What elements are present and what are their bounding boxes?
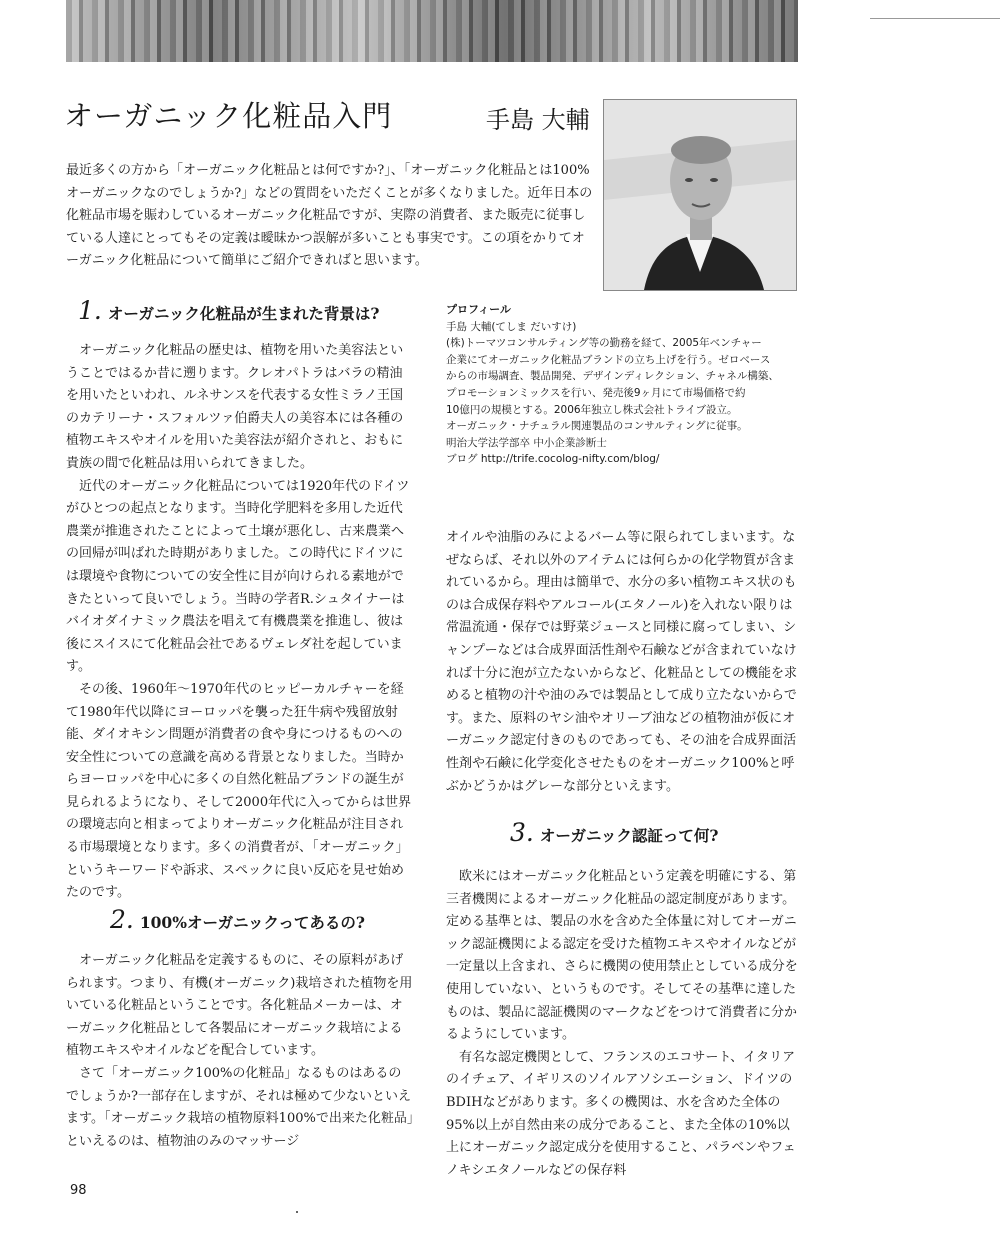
print-speck — [296, 1211, 298, 1213]
section-1-paragraph: オーガニック化粧品の歴史は、植物を用いた美容法ということではるか昔に遡ります。クレオパトラはバラの精油を用いたといわれ、ルネサンスを代表する女性ミラノ王国のカテリーナ・スフォルツァ伯爵夫人の美容本には各種の植物エキスやオイルを用いた美容法が紹介されと、おもに貴族の間で化粧品は用いられてきました。 — [66, 343, 404, 471]
section-3-paragraph: 有名な認定機関として、フランスのエコサート、イタリアのイチェア、イギリスのソイルアソシエーション、ドイツのBDIHなどがあります。多くの機関は、水を含めた全体の95%以上が自然由来の成分であること、また全体の10%以上にオーガニック認定成分を使用すること、パラベンやフェノキシエタノールなどの保存料 — [446, 1049, 796, 1178]
profile-line: (株)トーマツコンサルティング等の勤務を経て、2005年ベンチャー — [446, 337, 762, 350]
section-1-title: オーガニック化粧品が生まれた背景は? — [107, 304, 380, 323]
section-3-title: オーガニック認証って何? — [539, 826, 719, 845]
portrait-illustration — [604, 100, 796, 290]
section-1-paragraph: その後、1960年〜1970年代のヒッピーカルチャーを経て1980年代以降にヨーロッパを襲った狂牛病や残留放射能、ダイオキシン問題が消費者の食や身につけるものへの安全性についての意識を高める背景となりました。当時からヨーロッパを中心に多くの自然化粧品ブランドの誕生が見られるようになり、そして2000年代に入ってからは世界の環境志向と相まってよりオーガニック化粧品が注目される市場環境となります。多くの消費者が、「オーガニック」というキーワードや訴求、スペックに良い反応を見せ始めたのです。 — [66, 681, 412, 901]
section-2-number: 2. — [110, 905, 134, 934]
profile-line: 10億円の規模とする。2006年独立し株式会社トライブ設立。 — [446, 403, 738, 416]
section-3-paragraph: 欧米にはオーガニック化粧品という定義を明確にする、第三者機関によるオーガニック化粧品の認定制度があります。定める基準とは、製品の水を含めた全体量に対してオーガニック認証機関による認定を受けた植物エキスやオイルなどが一定量以上含まれ、さらに機関の使用禁止としている成分を使用していない、というものです。そしてその基準に達したものは、製品に認証機関のマークなどをつけて消費者に分かるようにしています。 — [446, 869, 798, 1043]
section-2-continuation — [446, 527, 798, 798]
section-3-heading — [510, 818, 719, 847]
section-2-title: 100%オーガニックってあるの? — [139, 913, 365, 932]
author-name: 手島 大輔 — [486, 106, 590, 134]
section-1-number: 1. — [78, 296, 102, 325]
profile-line: 明治大学法学部卒 中小企業診断士 — [446, 436, 607, 449]
section-1-heading — [78, 296, 380, 325]
article-title: オーガニック化粧品入門 — [64, 99, 393, 133]
profile-line: 企業にてオーガニック化粧品ブランドの立ち上げを行う。ゼロベース — [446, 353, 771, 366]
intro-paragraph: 最近多くの方から「オーガニック化粧品とは何ですか?」、「オーガニック化粧品とは100%オーガニックなのでしょうか?」などの質問をいただくことが多くなりました。近年日本の化粧品市場を賑わしているオーガニック化粧品ですが、実際の消費者、また販売に従事している人達にとってもその定義は曖昧かつ誤解が多いことも事実です。この項をかりてオーガニック化粧品について簡単にご紹介できればと思います。 — [66, 163, 593, 269]
profile-heading: プロフィール — [446, 303, 511, 316]
profile-box — [446, 302, 806, 468]
section-2-body — [66, 950, 414, 1153]
section-2-paragraph: オーガニック化粧品を定義するものに、その原料があげられます。つまり、有機(オーガニック)栽培された植物を用いている化粧品ということです。各化粧品メーカーは、オーガニック化粧品として各製品にオーガニック栽培による植物エキスやオイルなどを配合しています。 — [66, 953, 413, 1059]
section-1-paragraph: 近代のオーガニック化粧品については1920年代のドイツがひとつの起点となります。当時化学肥料を多用した近代農業が推進されたことによって土壌が悪化し、古来農業への回帰が叫ばれた時期がありました。この時代にドイツには環境や食物についての安全性に目が向けられる素地ができたといって良いでしょう。当時の学者R.シュタイナーはバイオダイナミック農法を唱えて有機農業を推進し、彼は後にスイスにて化粧品会社であるヴェレダ社を起しています。 — [66, 478, 410, 675]
header-photo-strip — [66, 0, 798, 62]
profile-line: プロモーションミックスを行い、発売後9ヶ月にて市場価格で約 — [446, 386, 746, 399]
profile-line: オーガニック・ナチュラル関連製品のコンサルティングに従事。 — [446, 420, 748, 433]
profile-line: からの市場調査、製品開発、デザインディレクション、チャネル構築、 — [446, 370, 779, 383]
profile-line: ブログ http://trife.cocolog-nifty.com/blog/ — [446, 453, 660, 466]
section-2-continuation-paragraph: オイルや油脂のみによるバーム等に限られてしまいます。なぜならば、それ以外のアイテムには何らかの化学物質が含まれているから。理由は簡単で、水分の多い植物エキス状のものは合成保存料やアルコール(エタノール)を入れない限りは常温流通・保存では野菜ジュースと同様に腐ってしまい、シャンプーなどは合成界面活性剤や石鹸などが含まれていなければ十分に泡が立たないからなど、化粧品としての機能を求めると植物の汁や油のみでは製品として成り立たないからです。また、原料のヤシ油やオリーブ油などの植物油が仮にオーガニック認定付きのものであっても、その油を合成界面活性剤や石鹸に化学変化させたものをオーガニック100%と呼ぶかどうかはグレーな部分といえます。 — [446, 530, 798, 794]
right-margin-rule — [870, 18, 1000, 19]
section-3-body — [446, 866, 798, 1182]
author-portrait — [603, 99, 797, 291]
section-2-heading — [110, 905, 365, 934]
profile-line: 手島 大輔(てしま だいすけ) — [446, 320, 577, 333]
page-number: 98 — [70, 1183, 87, 1198]
section-1-body — [66, 340, 414, 905]
section-2-paragraph: さて「オーガニック100%の化粧品」なるものはあるのでしょうか?一部存在しますが、それは極めて少ないといえます。「オーガニック栽培の植物原料100%で出来た化粧品」といえるのは、植物油のみのマッサージ — [66, 1065, 414, 1149]
section-3-number: 3. — [510, 818, 534, 847]
